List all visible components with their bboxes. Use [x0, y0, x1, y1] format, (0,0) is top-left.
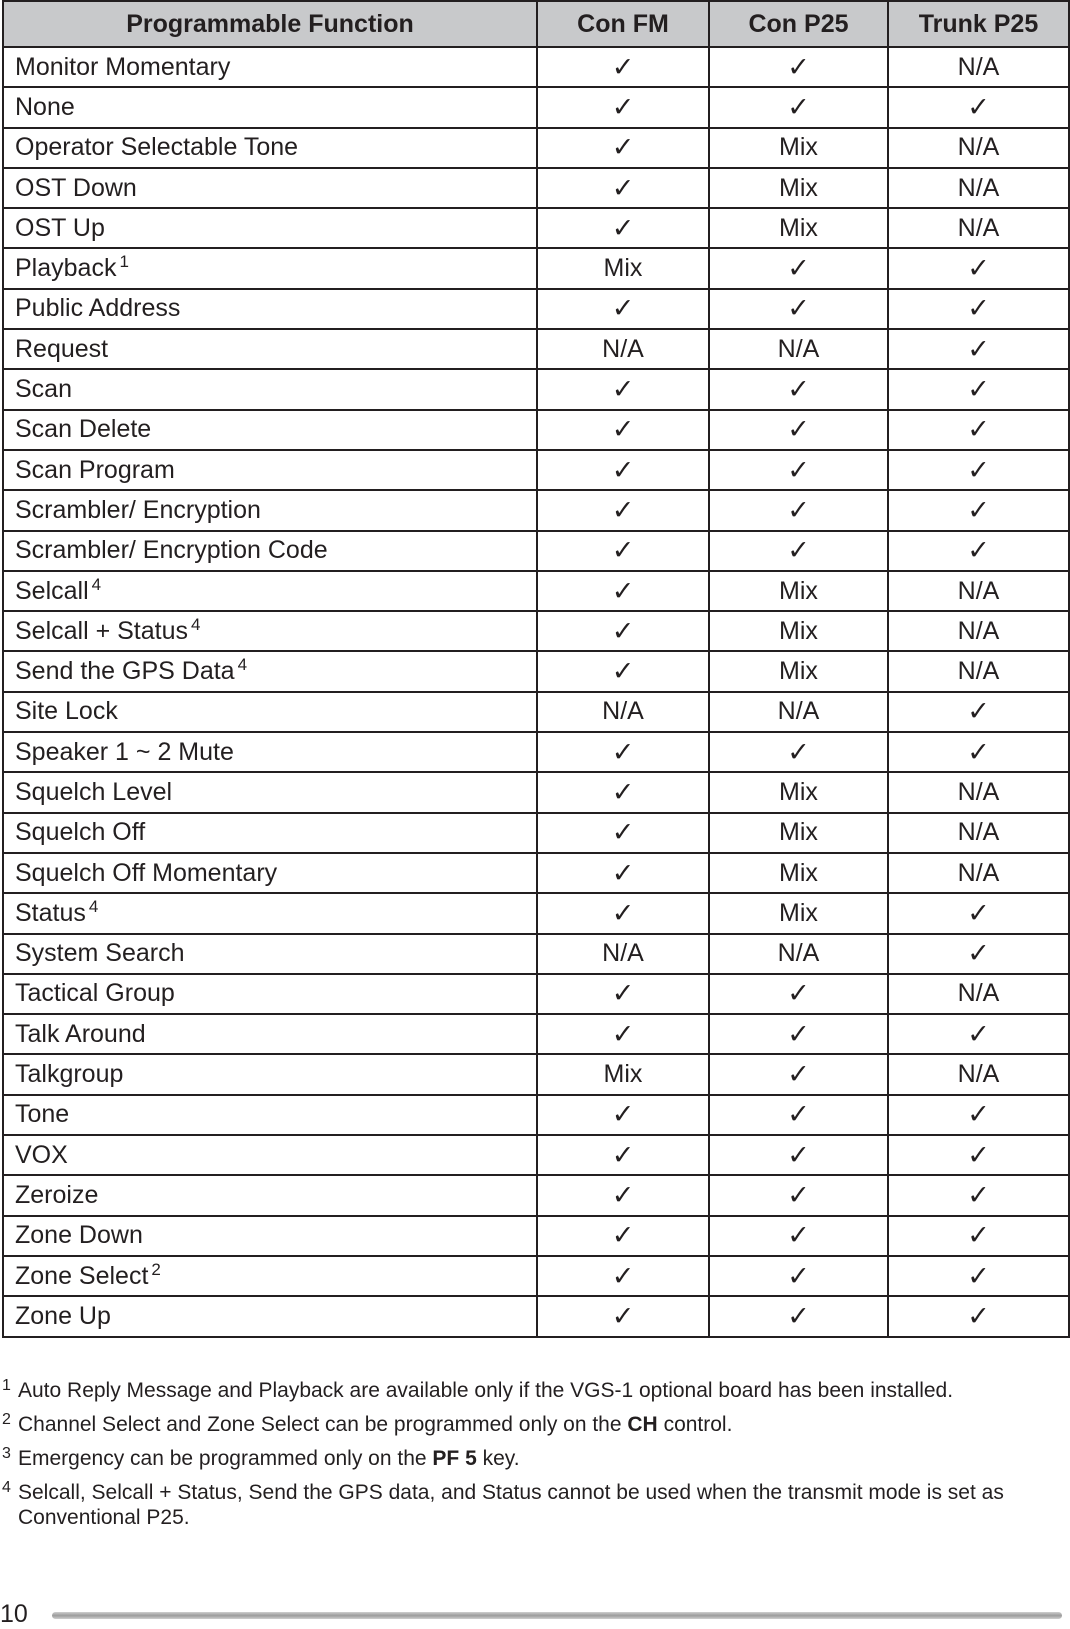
footnote	[2, 1412, 1062, 1437]
footnote-ref: 1	[119, 252, 129, 272]
con-fm-cell: ✓	[537, 813, 709, 853]
con-p25-cell: Mix	[709, 772, 888, 812]
table-row	[3, 934, 1069, 974]
footnote-ref: 4	[91, 574, 102, 594]
table-row	[3, 853, 1069, 893]
con-p25-cell: ✓	[709, 1135, 888, 1175]
trunk-p25-cell: ✓	[888, 490, 1069, 530]
table-row	[3, 732, 1069, 772]
con-p25-cell: Mix	[709, 853, 888, 893]
function-name: Site Lock	[15, 697, 118, 726]
con-fm-cell: ✓	[537, 893, 709, 933]
footnote-ref: 4	[237, 655, 248, 675]
table-row	[3, 1054, 1069, 1094]
function-name-cell	[3, 450, 537, 490]
trunk-p25-cell: ✓	[888, 531, 1069, 571]
con-p25-cell: Mix	[709, 208, 888, 248]
function-name: Status	[15, 898, 86, 927]
con-p25-cell: ✓	[709, 1014, 888, 1054]
footnote-ref: 4	[191, 614, 201, 634]
table-row	[3, 692, 1069, 732]
function-name-cell	[3, 1014, 537, 1054]
page-footer-rule	[52, 1612, 1062, 1619]
con-fm-cell: Mix	[537, 248, 709, 288]
programmable-function-table	[2, 0, 1070, 1338]
con-p25-cell: ✓	[709, 369, 888, 409]
con-fm-cell: ✓	[537, 47, 709, 87]
function-name-cell	[3, 289, 537, 329]
con-fm-cell: ✓	[537, 1296, 709, 1336]
footnote-text: Selcall, Selcall + Status, Send the GPS data, and Status cannot be used when the transmit mode is set as Conventional P25.	[18, 1481, 1004, 1529]
table-row	[3, 248, 1069, 288]
function-name: System Search	[15, 939, 185, 968]
header-trunk-p25: Trunk P25	[888, 1, 1069, 47]
con-p25-cell: Mix	[709, 128, 888, 168]
trunk-p25-cell: N/A	[888, 128, 1069, 168]
function-name: Send the GPS Data	[15, 657, 235, 686]
con-p25-cell: ✓	[709, 1175, 888, 1215]
function-name: OST Down	[15, 173, 137, 202]
table-row	[3, 289, 1069, 329]
table-row	[3, 531, 1069, 571]
trunk-p25-cell: N/A	[888, 168, 1069, 208]
trunk-p25-cell: N/A	[888, 1054, 1069, 1094]
con-fm-cell: ✓	[537, 974, 709, 1014]
trunk-p25-cell: N/A	[888, 853, 1069, 893]
table-row	[3, 450, 1069, 490]
table-row	[3, 87, 1069, 127]
con-fm-cell: ✓	[537, 531, 709, 571]
trunk-p25-cell: N/A	[888, 208, 1069, 248]
con-p25-cell: ✓	[709, 289, 888, 329]
function-name-cell	[3, 934, 537, 974]
footnote-text: Auto Reply Message and Playback are available only if the VGS-1 optional board has been installed.	[18, 1379, 954, 1402]
function-name: Operator Selectable Tone	[15, 133, 299, 162]
trunk-p25-cell: ✓	[888, 1175, 1069, 1215]
trunk-p25-cell: ✓	[888, 692, 1069, 732]
function-name: Scan	[15, 375, 72, 404]
function-name: Squelch Level	[15, 777, 173, 806]
footnote-text: key.	[476, 1447, 520, 1470]
con-fm-cell: ✓	[537, 410, 709, 450]
function-name: Tone	[15, 1100, 70, 1129]
function-name-cell	[3, 168, 537, 208]
con-fm-cell: ✓	[537, 208, 709, 248]
function-name-cell	[3, 571, 537, 611]
function-name-cell	[3, 692, 537, 732]
table-row	[3, 893, 1069, 933]
con-p25-cell: ✓	[709, 248, 888, 288]
con-fm-cell: ✓	[537, 87, 709, 127]
trunk-p25-cell: ✓	[888, 1216, 1069, 1256]
function-name: Speaker 1 ~ 2 Mute	[15, 737, 234, 766]
table-row	[3, 1216, 1069, 1256]
con-fm-cell: ✓	[537, 1135, 709, 1175]
function-name: Talk Around	[15, 1019, 146, 1048]
function-name: Scrambler/ Encryption	[15, 495, 261, 524]
footnote-number: 3	[2, 1445, 11, 1462]
header-con-p25: Con P25	[709, 1, 888, 47]
function-name-cell	[3, 853, 537, 893]
con-p25-cell: ✓	[709, 974, 888, 1014]
trunk-p25-cell: N/A	[888, 772, 1069, 812]
footnote-ref: 4	[88, 896, 99, 916]
trunk-p25-cell: ✓	[888, 248, 1069, 288]
table-row	[3, 1256, 1069, 1296]
trunk-p25-cell: ✓	[888, 893, 1069, 933]
function-name-cell	[3, 531, 537, 571]
con-fm-cell: ✓	[537, 1216, 709, 1256]
function-name-cell	[3, 1135, 537, 1175]
footnote-text: Emergency can be programmed only on the	[18, 1447, 433, 1470]
trunk-p25-cell: ✓	[888, 732, 1069, 772]
function-name-cell	[3, 1054, 537, 1094]
function-name: VOX	[15, 1140, 68, 1169]
con-fm-cell: ✓	[537, 168, 709, 208]
con-fm-cell: ✓	[537, 289, 709, 329]
trunk-p25-cell: N/A	[888, 571, 1069, 611]
footnote-number: 2	[2, 1411, 11, 1428]
footnote	[2, 1446, 1062, 1471]
con-fm-cell: ✓	[537, 651, 709, 691]
page-number: 10	[0, 1600, 28, 1628]
function-name-cell	[3, 893, 537, 933]
trunk-p25-cell: ✓	[888, 410, 1069, 450]
con-fm-cell: N/A	[537, 329, 709, 369]
function-name: Request	[15, 334, 109, 363]
header-con-fm: Con FM	[537, 1, 709, 47]
con-p25-cell: ✓	[709, 1296, 888, 1336]
function-name: Selcall	[15, 576, 89, 605]
function-name: Scan Program	[15, 455, 175, 484]
function-name: Squelch Off	[15, 818, 146, 847]
trunk-p25-cell: ✓	[888, 1256, 1069, 1296]
function-name-cell	[3, 47, 537, 87]
header-programmable-function: Programmable Function	[3, 1, 537, 47]
con-fm-cell: ✓	[537, 611, 709, 651]
con-fm-cell: ✓	[537, 853, 709, 893]
table-row	[3, 1175, 1069, 1215]
con-fm-cell: ✓	[537, 571, 709, 611]
con-p25-cell: Mix	[709, 893, 888, 933]
footnote-text: control.	[657, 1413, 733, 1436]
con-p25-cell: ✓	[709, 732, 888, 772]
table-row	[3, 369, 1069, 409]
con-p25-cell: ✓	[709, 410, 888, 450]
con-p25-cell: ✓	[709, 531, 888, 571]
table-row	[3, 974, 1069, 1014]
con-p25-cell: Mix	[709, 651, 888, 691]
con-p25-cell: N/A	[709, 329, 888, 369]
function-name-cell	[3, 1216, 537, 1256]
table-row	[3, 651, 1069, 691]
table-row	[3, 772, 1069, 812]
table-row	[3, 329, 1069, 369]
function-name-cell	[3, 87, 537, 127]
trunk-p25-cell: N/A	[888, 611, 1069, 651]
trunk-p25-cell: ✓	[888, 289, 1069, 329]
table-body	[3, 47, 1069, 1337]
footnote	[2, 1480, 1062, 1530]
trunk-p25-cell: ✓	[888, 329, 1069, 369]
con-fm-cell: ✓	[537, 772, 709, 812]
con-p25-cell: Mix	[709, 611, 888, 651]
con-p25-cell: N/A	[709, 934, 888, 974]
trunk-p25-cell: N/A	[888, 651, 1069, 691]
table-row	[3, 611, 1069, 651]
table-row	[3, 208, 1069, 248]
function-name: Scan Delete	[15, 415, 152, 444]
function-name: Squelch Off Momentary	[15, 858, 278, 887]
function-name-cell	[3, 208, 537, 248]
con-fm-cell: ✓	[537, 450, 709, 490]
function-name: Talkgroup	[15, 1060, 124, 1089]
function-name-cell	[3, 369, 537, 409]
con-p25-cell: ✓	[709, 47, 888, 87]
con-p25-cell: ✓	[709, 490, 888, 530]
function-name-cell	[3, 410, 537, 450]
table-row	[3, 47, 1069, 87]
footnotes	[2, 1378, 1062, 1539]
footnote-text: Channel Select and Zone Select can be programmed only on the	[18, 1413, 628, 1436]
function-name: Public Address	[15, 294, 181, 323]
footnote-key-term: CH	[627, 1413, 658, 1436]
trunk-p25-cell: ✓	[888, 369, 1069, 409]
con-fm-cell: Mix	[537, 1054, 709, 1094]
function-name-cell	[3, 813, 537, 853]
con-p25-cell: Mix	[709, 168, 888, 208]
trunk-p25-cell: ✓	[888, 1014, 1069, 1054]
trunk-p25-cell: ✓	[888, 87, 1069, 127]
trunk-p25-cell: ✓	[888, 934, 1069, 974]
con-p25-cell: ✓	[709, 450, 888, 490]
table-row	[3, 571, 1069, 611]
con-fm-cell: ✓	[537, 1095, 709, 1135]
table-row	[3, 1296, 1069, 1336]
con-fm-cell: ✓	[537, 1014, 709, 1054]
con-fm-cell: N/A	[537, 692, 709, 732]
table-row	[3, 410, 1069, 450]
con-p25-cell: Mix	[709, 813, 888, 853]
table-row	[3, 1135, 1069, 1175]
con-p25-cell: Mix	[709, 571, 888, 611]
trunk-p25-cell: N/A	[888, 813, 1069, 853]
trunk-p25-cell: ✓	[888, 1095, 1069, 1135]
function-name-cell	[3, 1296, 537, 1336]
function-name: Selcall + Status	[15, 616, 189, 645]
function-name-cell	[3, 772, 537, 812]
function-name: Scrambler/ Encryption Code	[15, 536, 328, 565]
footnote-ref: 2	[151, 1259, 161, 1279]
function-name: Zone Select	[15, 1261, 149, 1290]
function-name-cell	[3, 490, 537, 530]
table-row	[3, 813, 1069, 853]
con-fm-cell: ✓	[537, 732, 709, 772]
function-name: Playback	[15, 254, 117, 283]
trunk-p25-cell: N/A	[888, 974, 1069, 1014]
con-p25-cell: N/A	[709, 692, 888, 732]
trunk-p25-cell: N/A	[888, 47, 1069, 87]
con-p25-cell: ✓	[709, 1256, 888, 1296]
trunk-p25-cell: ✓	[888, 1135, 1069, 1175]
table-header-row	[3, 1, 1069, 47]
table-row	[3, 1095, 1069, 1135]
table-row	[3, 1014, 1069, 1054]
con-p25-cell: ✓	[709, 1054, 888, 1094]
function-name-cell	[3, 329, 537, 369]
function-name-cell	[3, 1095, 537, 1135]
con-fm-cell: ✓	[537, 1175, 709, 1215]
function-name-cell	[3, 974, 537, 1014]
trunk-p25-cell: ✓	[888, 450, 1069, 490]
con-p25-cell: ✓	[709, 1216, 888, 1256]
function-name: Zeroize	[15, 1180, 99, 1209]
function-name: OST Up	[15, 213, 105, 242]
con-fm-cell: N/A	[537, 934, 709, 974]
table-row	[3, 128, 1069, 168]
function-name-cell	[3, 248, 537, 288]
con-p25-cell: ✓	[709, 87, 888, 127]
function-name: Zone Up	[15, 1301, 111, 1330]
con-fm-cell: ✓	[537, 128, 709, 168]
con-fm-cell: ✓	[537, 369, 709, 409]
function-name-cell	[3, 1175, 537, 1215]
con-p25-cell: ✓	[709, 1095, 888, 1135]
footnote-key-term: PF 5	[432, 1447, 477, 1470]
function-name: Monitor Momentary	[15, 52, 231, 81]
function-name-cell	[3, 1256, 537, 1296]
table-row	[3, 168, 1069, 208]
footnote-number: 1	[2, 1377, 11, 1394]
function-name-cell	[3, 651, 537, 691]
function-name-cell	[3, 128, 537, 168]
footnote	[2, 1378, 1062, 1403]
con-fm-cell: ✓	[537, 490, 709, 530]
footnote-number: 4	[2, 1479, 11, 1496]
function-name: Zone Down	[15, 1221, 143, 1250]
function-name: None	[15, 92, 75, 121]
function-name-cell	[3, 732, 537, 772]
con-fm-cell: ✓	[537, 1256, 709, 1296]
trunk-p25-cell: ✓	[888, 1296, 1069, 1336]
table-row	[3, 490, 1069, 530]
function-name: Tactical Group	[15, 979, 175, 1008]
function-name-cell	[3, 611, 537, 651]
